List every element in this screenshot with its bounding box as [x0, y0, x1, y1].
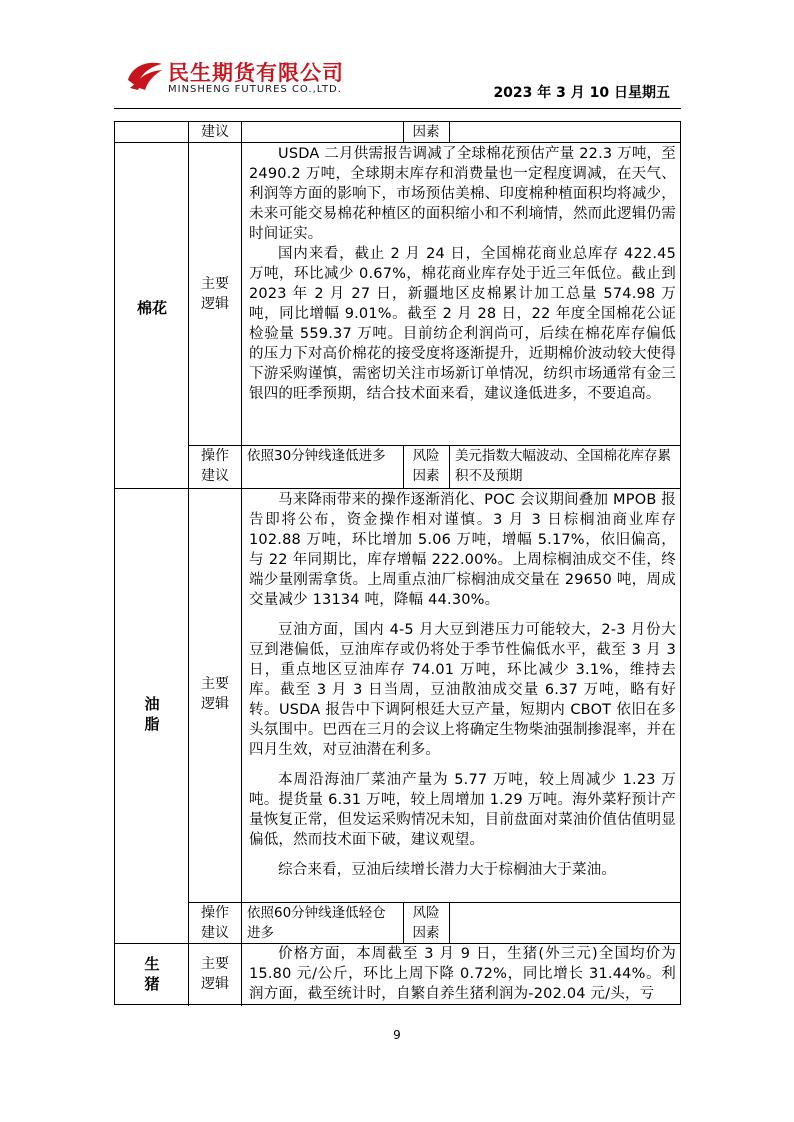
cotton-op-value: 依照30分钟线逢低进多	[247, 448, 386, 464]
oil-paragraph: 豆油方面，国内 4-5 月大豆到港压力可能较大，2-3 月份大豆到港偏低，豆油库存或仍将处于季节性偏低水平，截至 3 月 3 日，重点地区豆油库存 74.01 万吨，环比减少 3.1%，维持去库。截至 3 月 3 日当周，豆油散油成交量 6.37 万吨，略有好转。USDA 报告中下调阿根廷大豆产量，短期内 CBOT 依旧在多头氛围中。巴西在三月的会议上将确定生物柴油强制掺混率，并在四月生效，对豆油潜在利多。	[249, 622, 676, 758]
company-logo	[126, 54, 366, 100]
oil-op-label: 操作 建议	[201, 905, 229, 941]
cotton-op-label: 操作 建议	[201, 448, 229, 484]
category-oils: 油 脂	[144, 695, 160, 733]
top-row-risk-label: 因素	[412, 124, 440, 140]
minsheng-logo-icon	[126, 56, 164, 92]
hog-paragraph: 价格方面，本周截至 3 月 9 日，生猪(外三元)全国均价为 15.80 元/公斤，环比上周下降 0.72%，同比增长 31.44%。利润方面，截至统计时，自繁自养生猪利润为-202.04 元/头，亏	[249, 946, 676, 1002]
cotton-paragraph: 国内来看，截止 2 月 24 日，全国棉花商业总库存 422.45 万吨，环比减少 0.67%，棉花商业库存处于近三年低位。截止到 2023 年 2 月 27 日，新疆地区皮棉累计加工总量 574.98 万吨，同比增幅 9.01%。截至 2 月 28 日，22 年度全国棉花公证检验量 559.37 万吨。目前纺企利润尚可，后续在棉花库存偏低的压力下对高价棉花的接受度将逐渐提升，近期棉价波动较大使得下游采购谨慎，需密切关注市场新订单情况，纺织市场通常有金三银四的旺季预期，结合技术面来看，建议逢低进多，不要追高。	[249, 246, 676, 402]
company-name-cn: 民生期货有限公司	[168, 61, 344, 85]
hog-logic-label: 主要 逻辑	[201, 956, 229, 992]
company-name-en: MINSHENG FUTURES CO.,LTD.	[168, 84, 342, 95]
cotton-logic-label: 主要 逻辑	[201, 276, 229, 312]
cotton-risk-value: 美元指数大幅波动、全国棉花库存累积不及预期	[455, 448, 671, 484]
col-divider-oil-value	[449, 902, 450, 943]
category-hogs: 生 猪	[144, 955, 160, 993]
col-divider-top-value	[449, 122, 450, 142]
oil-logic-label: 主要 逻辑	[201, 676, 229, 712]
oil-paragraph: 马来降雨带来的操作逐渐消化、POC 会议期间叠加 MPOB 报告即将公布，资金操作相对谨慎。3 月 3 日棕榈油商业库存 102.88 万吨，环比增加 5.06 万吨，增幅 5.17%，依旧偏高，与 22 年同期比，库存增幅 222.00%。上周棕榈油成交不佳，终端少量刚需拿货。上周重点油厂棕榈油成交量在 29650 吨，周成交量减少 13134 吨，降幅 44.30%。	[249, 492, 676, 608]
report-date: 2023 年 3 月 10 日星期五	[493, 85, 670, 101]
cotton-logic-text	[249, 144, 676, 404]
oil-paragraph: 本周沿海油厂菜油产量为 5.77 万吨，较上周减少 1.23 万吨。提货量 6.31 万吨，较上周增加 1.29 万吨。海外菜籽预计产量恢复正常，但发运采购情况未知，目前盘面对菜油价值估值明显偏低，然而技术面下破，建议观望。	[249, 772, 676, 848]
cotton-paragraph: USDA 二月供需报告调减了全球棉花预估产量 22.3 万吨，至 2490.2 万吨，全球期末库存和消费量也一定程度调减，在天气、利润等方面的影响下，市场预估美棉、印度棉种植面积均将减少，未来可能交易棉花种植区的面积缩小和不利墒情，然而此逻辑仍需时间证实。	[249, 146, 676, 242]
cotton-risk-label: 风险 因素	[412, 448, 440, 484]
commodity-analysis-table	[114, 121, 681, 1005]
top-row-op-label: 建议	[201, 124, 229, 140]
col-divider-cotton-value	[449, 445, 450, 488]
col-divider-label	[241, 122, 242, 1006]
oil-risk-label: 风险 因素	[412, 905, 440, 941]
oil-logic-text	[249, 490, 676, 880]
oil-paragraph: 综合来看，豆油后续增长潜力大于棕榈油大于菜油。	[278, 862, 617, 878]
category-cotton: 棉花	[136, 299, 167, 317]
page-number: 9	[393, 1028, 401, 1042]
col-divider-category	[188, 122, 189, 1006]
row-divider-top	[115, 142, 680, 143]
oil-op-value: 依照60分钟线逢低轻仓进多	[247, 905, 386, 941]
row-divider-oil	[115, 488, 680, 489]
header-divider	[114, 108, 681, 109]
hog-logic-text	[249, 944, 676, 1004]
